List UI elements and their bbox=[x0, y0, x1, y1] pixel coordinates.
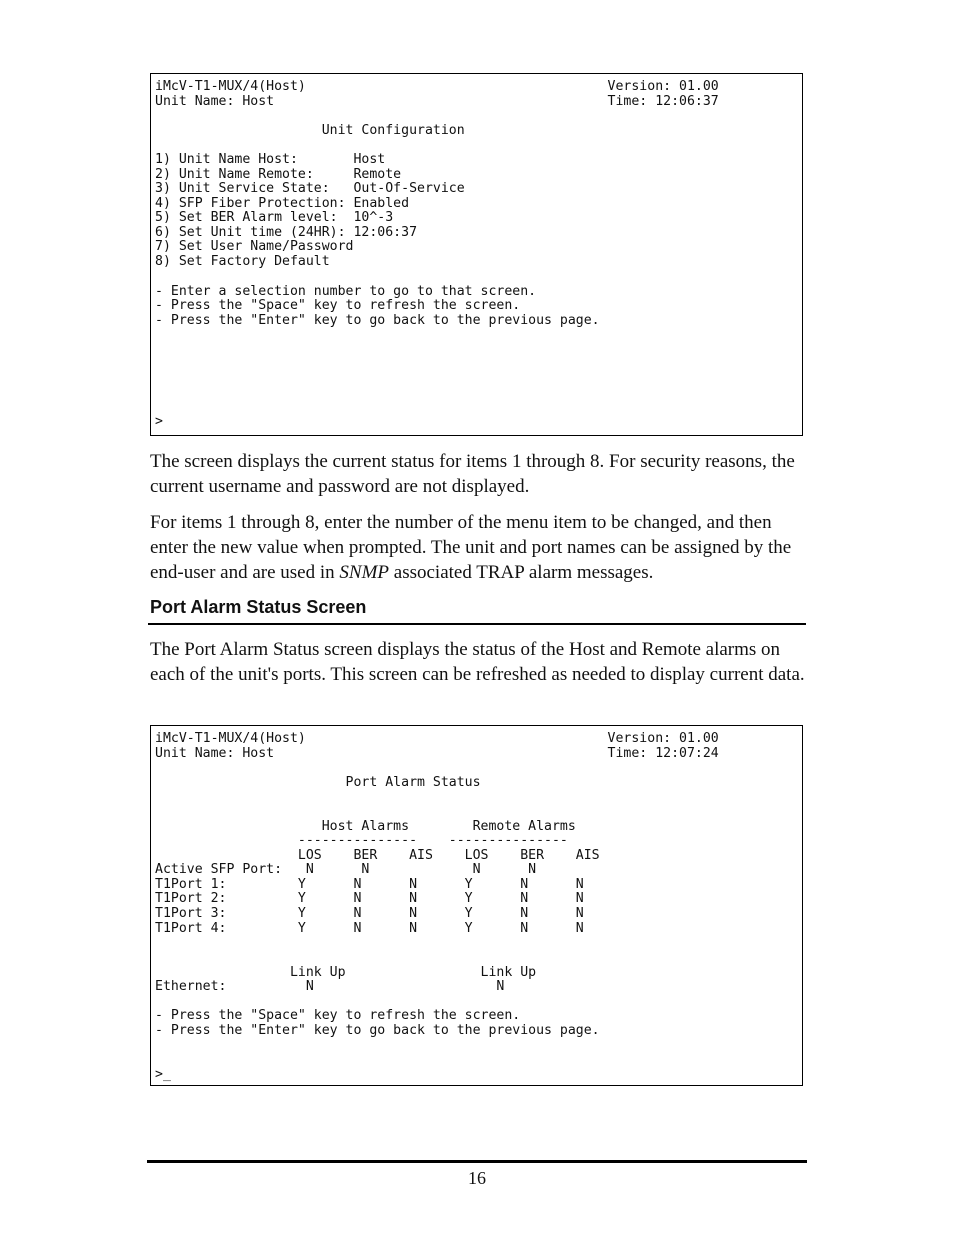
terminal-line: - Press the "Space" key to refresh the screen. bbox=[155, 298, 521, 313]
terminal-line: 6) Set Unit time (24HR): 12:06:37 bbox=[155, 225, 418, 240]
terminal-line: Ethernet: N N bbox=[155, 979, 505, 994]
terminal-prompt: > bbox=[155, 414, 163, 429]
paragraph-menu-instructions bbox=[150, 510, 810, 585]
terminal-screenshot-port-alarm-status bbox=[150, 725, 803, 1086]
terminal-line: 8) Set Factory Default bbox=[155, 254, 330, 269]
terminal-line: 5) Set BER Alarm level: 10^-3 bbox=[155, 210, 394, 225]
paragraph-port-alarm-intro: The Port Alarm Status screen displays the status of the Host and Remote alarms on each of the unit's ports. This screen can be refreshed as needed to display current data. bbox=[150, 639, 805, 685]
terminal-line: T1Port 1: Y N N Y N N bbox=[155, 877, 584, 892]
section-heading: Port Alarm Status Screen bbox=[150, 597, 367, 617]
terminal-line: Unit Name: Host Time: 12:07:24 bbox=[155, 746, 719, 761]
terminal-line: - Press the "Space" key to refresh the screen. bbox=[155, 1008, 521, 1023]
paragraph-text: For items 1 through 8, enter the number of the menu item to be changed, and then enter the new value when prompted. The unit and port names can be assigned by the end-user and are used in bbox=[150, 512, 792, 583]
terminal-line: Unit Name: Host Time: 12:06:37 bbox=[155, 94, 719, 109]
terminal-line: 4) SFP Fiber Protection: Enabled bbox=[155, 196, 410, 211]
terminal-line: T1Port 3: Y N N Y N N bbox=[155, 906, 584, 921]
terminal-line: Unit Configuration bbox=[155, 123, 465, 138]
terminal-line: 1) Unit Name Host: Host bbox=[155, 152, 386, 167]
terminal-line: 3) Unit Service State: Out-Of-Service bbox=[155, 181, 465, 196]
heading-underline bbox=[148, 623, 806, 625]
page-number: 16 bbox=[468, 1168, 486, 1188]
terminal-line: --------------- --------------- bbox=[155, 833, 568, 848]
terminal-line: iMcV-T1-MUX/4(Host) Version: 01.00 bbox=[155, 79, 719, 94]
terminal-line: LOS BER AIS LOS BER AIS bbox=[155, 848, 600, 863]
terminal-line: 7) Set User Name/Password bbox=[155, 239, 354, 254]
terminal-line: Port Alarm Status bbox=[155, 775, 481, 790]
terminal-line: iMcV-T1-MUX/4(Host) Version: 01.00 bbox=[155, 731, 719, 746]
terminal-line: - Enter a selection number to go to that screen. bbox=[155, 284, 537, 299]
footer-rule bbox=[147, 1160, 807, 1163]
terminal-line: T1Port 2: Y N N Y N N bbox=[155, 891, 584, 906]
terminal-line: Link Up Link Up bbox=[155, 965, 537, 980]
terminal-line: - Press the "Enter" key to go back to the previous page. bbox=[155, 1023, 600, 1038]
terminal-line: T1Port 4: Y N N Y N N bbox=[155, 921, 584, 936]
terminal-prompt: >_ bbox=[155, 1067, 171, 1082]
paragraph-status-info: The screen displays the current status for items 1 through 8. For security reasons, the current username and password are not displayed. bbox=[150, 451, 795, 497]
terminal-line: Host Alarms Remote Alarms bbox=[155, 819, 576, 834]
paragraph-text: associated TRAP alarm messages. bbox=[389, 562, 654, 583]
terminal-line: Active SFP Port: N N N N bbox=[155, 862, 537, 877]
terminal-line: - Press the "Enter" key to go back to the previous page. bbox=[155, 313, 600, 328]
terminal-screenshot-unit-configuration bbox=[150, 73, 803, 436]
snmp-term: SNMP bbox=[339, 562, 390, 583]
terminal-line: 2) Unit Name Remote: Remote bbox=[155, 167, 402, 182]
